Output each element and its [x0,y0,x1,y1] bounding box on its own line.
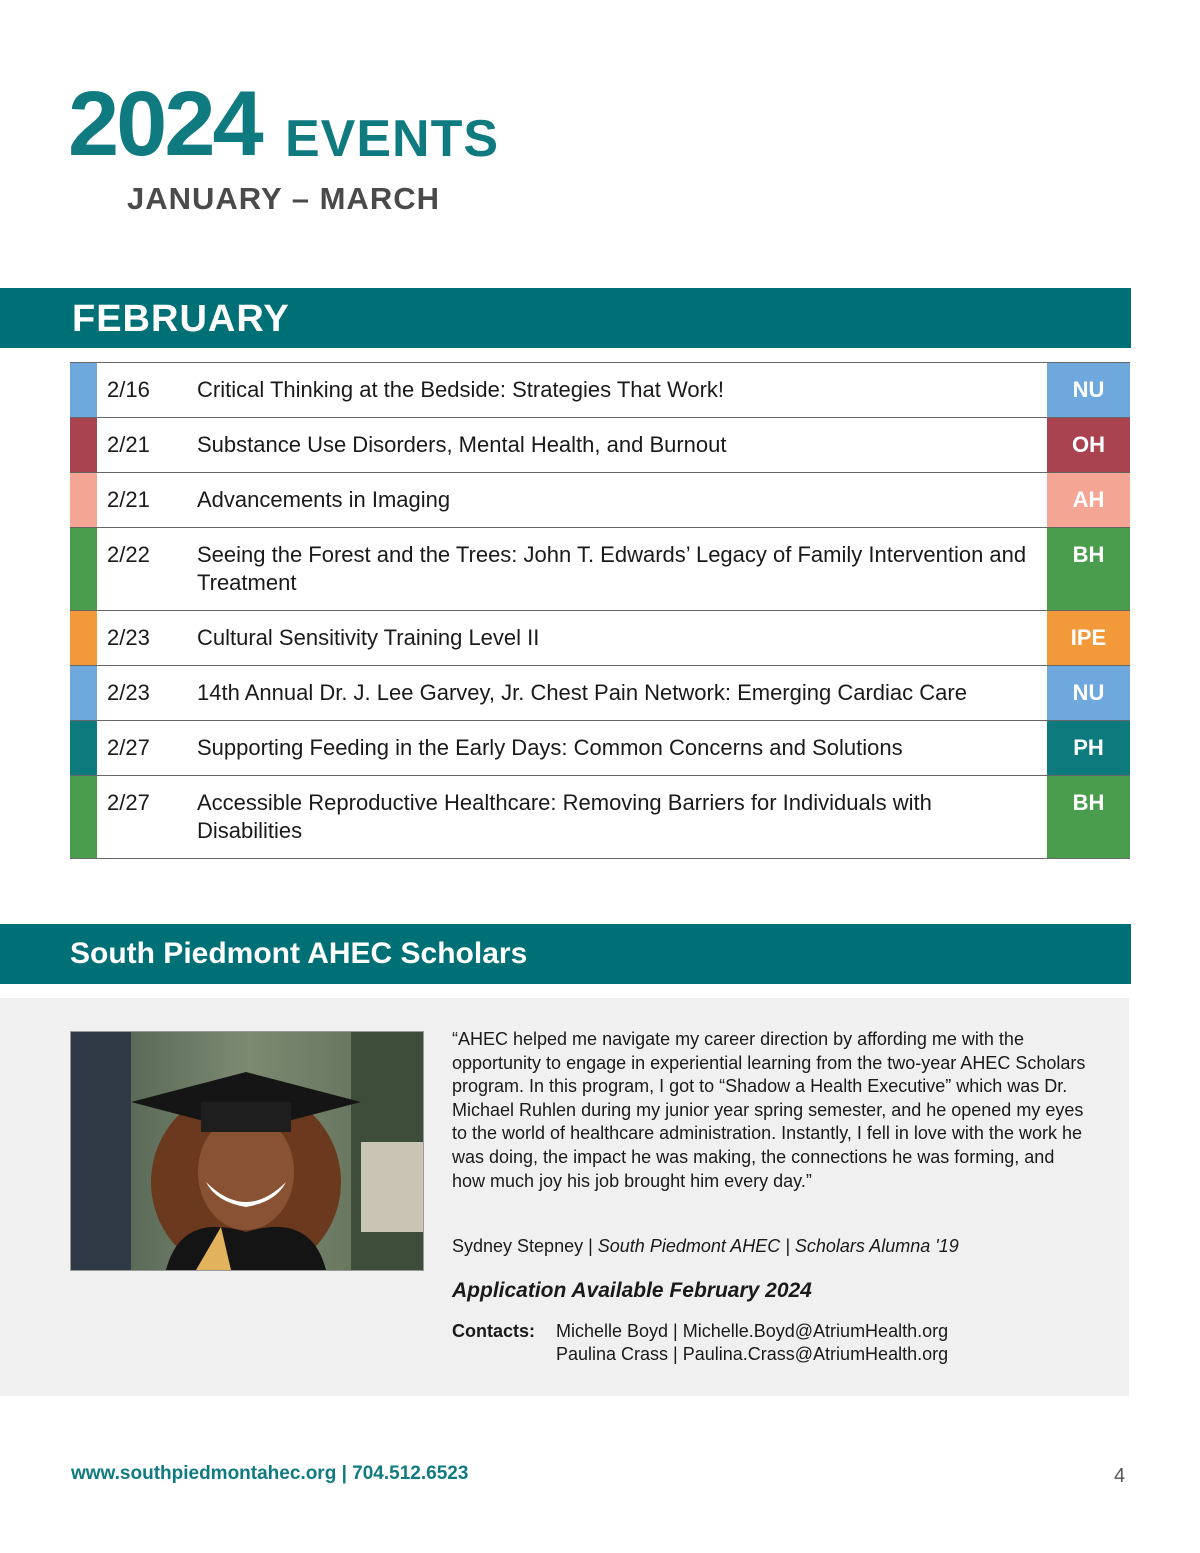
event-date: 2/27 [107,735,150,760]
page-number: 4 [1114,1465,1126,1487]
event-row [70,721,1130,776]
graduate-photo-illustration [71,1032,423,1270]
title-events: EVENTS [285,110,500,168]
event-category-tag: AH [1047,473,1130,527]
attribution-name: Sydney Stepney | [452,1236,598,1256]
event-title: Substance Use Disorders, Mental Health, and Burnout [197,432,727,457]
application-notice: Application Available February 2024 [452,1279,812,1302]
scholar-quote: “AHEC helped me navigate my career direction by affording me with the opportunity to engage in experiential learning from the two-year AHEC Scholars program. In this program, I got to “Shadow a Health Executive” which was Dr. Michael Ruhlen during my junior year spring semester, and he opened my eyes to the world of healthcare administration. Instantly, I fell in love with the work he was doing, the impact he was making, the connections he was forming, and how much joy his job brought him every day.” [452,1029,1086,1191]
event-title: Accessible Reproductive Healthcare: Removing Barriers for Individuals with Disabilities [197,790,932,843]
event-category-tag: NU [1047,666,1130,720]
event-category-tag: OH [1047,418,1130,472]
event-category-tag: NU [1047,363,1130,417]
event-row [70,776,1130,859]
event-color-bar [70,418,97,472]
event-category-tag: BH [1047,528,1130,610]
event-row [70,418,1130,473]
events-table [70,362,1130,859]
quote-attribution [452,1234,959,1258]
event-color-bar [70,721,97,775]
footer-website-phone[interactable]: www.southpiedmontahec.org | 704.512.6523 [71,1463,469,1484]
scholars-heading: South Piedmont AHEC Scholars [70,937,528,970]
contacts-label: Contacts: [452,1321,536,1341]
contact-line[interactable]: Paulina Crass | Paulina.Crass@AtriumHealth.org [556,1344,949,1364]
event-color-bar [70,528,97,610]
month-header-band [0,288,1131,348]
event-color-bar [70,666,97,720]
event-title: Supporting Feeding in the Early Days: Common Concerns and Solutions [197,735,903,760]
event-row [70,611,1130,666]
event-color-bar [70,611,97,665]
attribution-role: South Piedmont AHEC | Scholars Alumna '19 [597,1236,959,1256]
event-row [70,473,1130,528]
event-color-bar [70,363,97,417]
event-category-tag: BH [1047,776,1130,858]
event-date: 2/21 [107,487,150,512]
contact-line[interactable]: Michelle Boyd | Michelle.Boyd@AtriumHealth.org [556,1321,949,1341]
month-title: FEBRUARY [72,298,290,340]
event-title: Seeing the Forest and the Trees: John T. Edwards’ Legacy of Family Intervention and Treatment [197,542,1027,595]
event-row [70,528,1130,611]
date-range-subtitle: JANUARY – MARCH [127,181,440,216]
event-date: 2/22 [107,542,150,567]
event-title: Advancements in Imaging [197,487,451,512]
title-year: 2024 [68,73,261,175]
event-date: 2/23 [107,680,150,705]
event-color-bar [70,776,97,858]
graduate-photo [70,1031,424,1271]
event-date: 2/21 [107,432,150,457]
event-category-tag: IPE [1047,611,1130,665]
event-title: 14th Annual Dr. J. Lee Garvey, Jr. Chest Pain Network: Emerging Cardiac Care [197,680,967,705]
scholars-header-band [0,924,1131,984]
event-date: 2/23 [107,625,150,650]
event-category-tag: PH [1047,721,1130,775]
event-row [70,363,1130,418]
event-title: Cultural Sensitivity Training Level II [197,625,540,650]
event-color-bar [70,473,97,527]
event-date: 2/27 [107,790,150,815]
event-row [70,666,1130,721]
event-title: Critical Thinking at the Bedside: Strategies That Work! [197,377,725,402]
event-date: 2/16 [107,377,150,402]
